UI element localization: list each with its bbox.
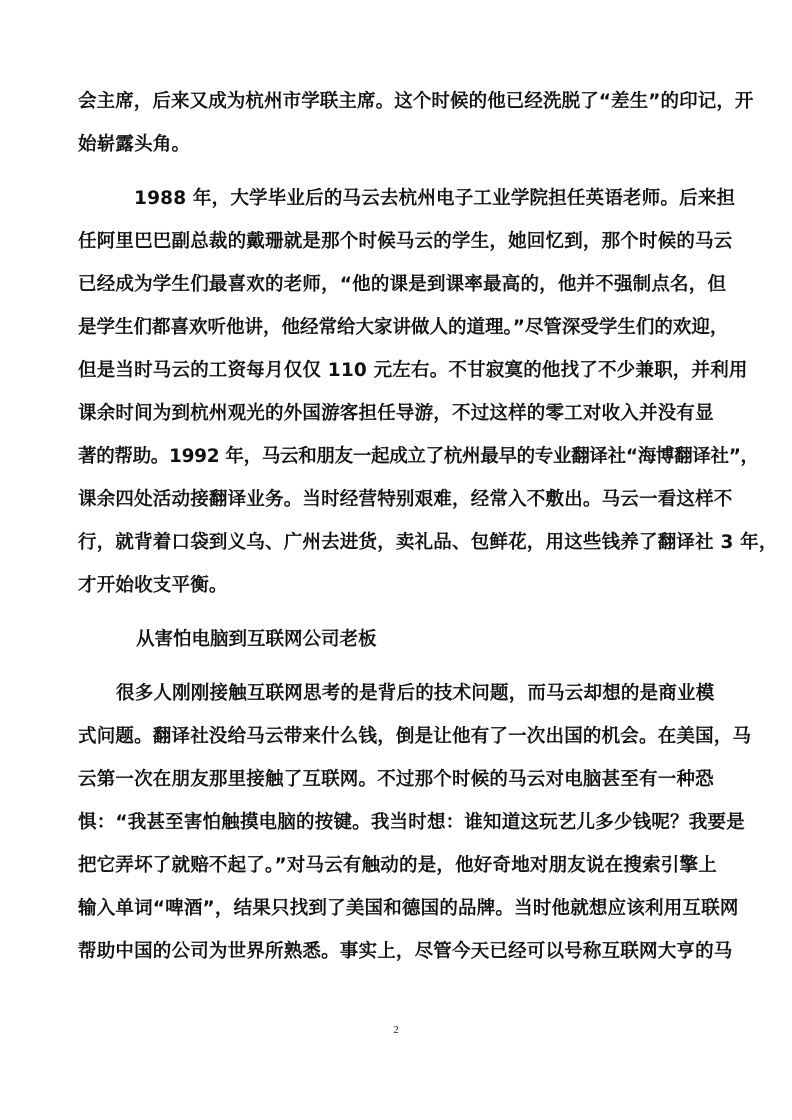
paragraph-2-line-3: 已经成为学生们最喜欢的老师，“他的课是到课率最高的，他并不强制点名，但 (78, 274, 727, 295)
paragraph-3-line-2: 式问题。翻译社没给马云带来什么钱，倒是让他有了一次出国的机会。在美国，马 (78, 726, 752, 747)
paragraph-2-line-6: 课余时间为到杭州观光的外国游客担任导游，不过这样的零工对收入并没有显 (78, 403, 714, 424)
paragraph-1-line-1: 会主席，后来又成为杭州市学联主席。这个时候的他已经洗脱了“差生”的印记，开 (78, 91, 754, 112)
paragraph-3-line-3: 云第一次在朋友那里接触了互联网。不过那个时候的马云对电脑甚至有一种恐 (78, 769, 714, 790)
paragraph-2-line-4: 是学生们都喜欢听他讲，他经常给大家讲做人的道理。”尽管深受学生们的欢迎， (78, 317, 729, 338)
paragraph-2-line-1: 1988 年，大学毕业后的马云去杭州电子工业学院担任英语老师。后来担 (134, 188, 736, 209)
paragraph-3-line-1: 很多人刚刚接触互联网思考的是背后的技术问题，而马云却想的是商业模 (116, 683, 715, 704)
paragraph-2-line-8: 课余四处活动接翻译业务。当时经营特别艰难，经常入不敷出。马云一看这样不 (78, 489, 733, 510)
paragraph-3-line-4: 惧：“我甚至害怕触摸电脑的按键。我当时想：谁知道这玩艺儿多少钱呢？我要是 (78, 812, 745, 833)
paragraph-3-line-7: 帮助中国的公司为世界所熟悉。事实上，尽管今天已经可以号称互联网大亨的马 (78, 941, 733, 962)
paragraph-2-line-10: 才开始收支平衡。 (78, 575, 228, 596)
paragraph-2-line-2: 任阿里巴巴副总裁的戴珊就是那个时候马云的学生，她回忆到，那个时候的马云 (78, 231, 733, 252)
paragraph-2-line-7: 著的帮助。1992 年，马云和朋友一起成立了杭州最早的专业翻译社“海博翻译社”， (78, 446, 759, 467)
paragraph-3-line-5: 把它弄坏了就赔不起了。”对马云有触动的是，他好奇地对朋友说在搜索引擎上 (78, 855, 717, 876)
paragraph-1-line-2: 始崭露头角。 (78, 134, 191, 155)
paragraph-2-line-9: 行，就背着口袋到义乌、广州去进货，卖礼品、包鲜花，用这些钱养了翻译社 3 年， (78, 532, 778, 553)
paragraph-3-line-6: 输入单词“啤酒”，结果只找到了美国和德国的品牌。当时他就想应该利用互联网 (78, 898, 739, 919)
page-number: 2 (393, 1024, 399, 1036)
section-heading: 从害怕电脑到互联网公司老板 (136, 629, 377, 650)
paragraph-2-line-5: 但是当时马云的工资每月仅仅 110 元左右。不甘寂寞的他找了不少兼职，并利用 (78, 360, 748, 381)
